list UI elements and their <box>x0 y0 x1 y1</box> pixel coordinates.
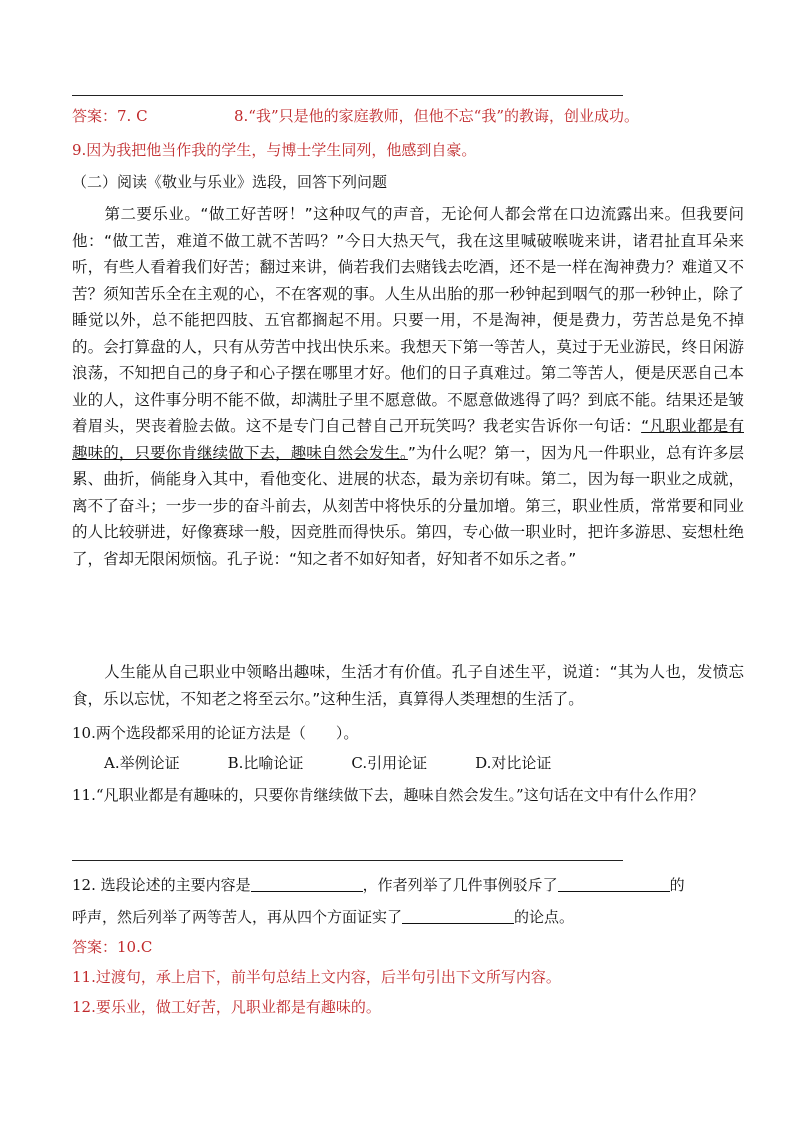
answer-11: 11.过渡句，承上启下，前半句总结上文内容，后半句引出下文所写内容。 <box>72 968 561 986</box>
q12-text-5: 的论点。 <box>514 908 575 926</box>
q12-blank-2[interactable] <box>558 875 670 892</box>
answer-7: 7. C <box>117 107 148 125</box>
answer-10: 10.C <box>117 938 153 956</box>
q12-text-2: ，作者列举了几件事例驳斥了 <box>362 876 558 894</box>
question-12-line-1 <box>72 875 742 895</box>
question-11-stem: 11.“凡职业都是有趣味的，只要你肯继续做下去，趣味自然会发生。”这句话在文中有什么作用？ <box>72 786 704 804</box>
option-d: D.对比论证 <box>475 754 552 772</box>
answer-line-top <box>72 95 623 96</box>
answer-12: 12.要乐业，做工好苦，凡职业都是有趣味的。 <box>72 998 381 1016</box>
passage-paragraph-1 <box>72 201 744 572</box>
passage-text-b: ”为什么呢？第一，因为凡一件职业，总有许多层累、曲折，倘能身入其中，看他变化、进展的状态，最为亲切有味。第二，因为每一职业之成就，离不了奋斗；一步一步的奋斗前去，从刻苦中将快乐的分量加增。第三，职业性质，常常要和同业的人比较骈进，好像赛球一般，因竞胜而得快乐。第四，专心做一职业时，把许多游思、妄想杜绝了，省却无限闲烦恼。孔子说：“知之者不如好知者，好知者不如乐之者。” <box>72 443 744 568</box>
section-title: （二）阅读《敬业与乐业》选段，回答下列问题 <box>72 173 388 191</box>
q12-text-1: 12. 选段论述的主要内容是 <box>72 876 251 894</box>
passage-text-c: 人生能从自己职业中领略出趣味，生活才有价值。孔子自述生平，说道：“其为人也，发愤忘食，乐以忘忧，不知老之将至云尔。”这种生活，真算得人类理想的生活了。 <box>72 663 744 708</box>
question-12-line-2 <box>72 907 742 927</box>
answer-row-10 <box>72 937 742 957</box>
option-b: B.比喻论证 <box>227 754 304 772</box>
answer-8: 8.“我”只是他的家庭教师，但他不忘“我”的教诲，创业成功。 <box>234 107 639 125</box>
passage-text-a: 第二要乐业。“做工好苦呀！”这种叹气的声音，无论何人都会常在口边流露出来。但我要问他：“做工苦，难道不做工就不苦吗？”今日大热天气，我在这里喊破喉咙来讲，诸君扯直耳朵来听，有些人看着我们好苦；翻过来讲，倘若我们去赌钱去吃酒，还不是一样在淘神费力？难道又不苦？须知苦乐全在主观的心，不在客观的事。人生从出胎的那一秒钟起到咽气的那一秒钟止，除了睡觉以外，总不能把四肢、五官都搁起不用。只要一用，不是淘神，便是费力，劳苦总是免不掉的。会打算盘的人，只有从劳苦中找出快乐来。我想天下第一等苦人，莫过于无业游民，终日闲游浪荡，不知把自己的身子和心子摆在哪里才好。他们的日子真难过。第二等苦人，便是厌恶自己本业的人，这件事分明不能不做，却满肚子里不愿意做。不愿意做逃得了吗？到底不能。结果还是皱着眉头，哭丧着脸去做。这不是专门自己替自己开玩笑吗？我老实告诉你一句话： <box>72 205 744 435</box>
q12-blank-3[interactable] <box>402 907 514 924</box>
question-10-options <box>104 753 742 773</box>
passage-quote-underlined: “凡职业都是有趣味的，只要你肯继续做下去，趣味自然会发生。 <box>72 417 744 462</box>
q12-blank-1[interactable] <box>251 875 363 892</box>
q12-text-3: 的 <box>669 876 685 894</box>
answer-row-7-8 <box>72 106 742 126</box>
answer-line-q11 <box>72 860 623 861</box>
option-c: C.引用论证 <box>351 754 428 772</box>
passage-paragraph-2 <box>72 659 744 712</box>
answer-label: 答案： <box>72 107 118 125</box>
question-10-stem: 10.两个选段都采用的论证方法是（ ）。 <box>72 724 359 742</box>
answer-9: 9.因为我把他当作我的学生，与博士学生同列，他感到自豪。 <box>72 141 477 159</box>
answer-label-2: 答案： <box>72 938 118 956</box>
q12-text-4: 呼声，然后列举了两等苦人，再从四个方面证实了 <box>72 908 403 926</box>
option-a: A.举例论证 <box>104 754 180 772</box>
